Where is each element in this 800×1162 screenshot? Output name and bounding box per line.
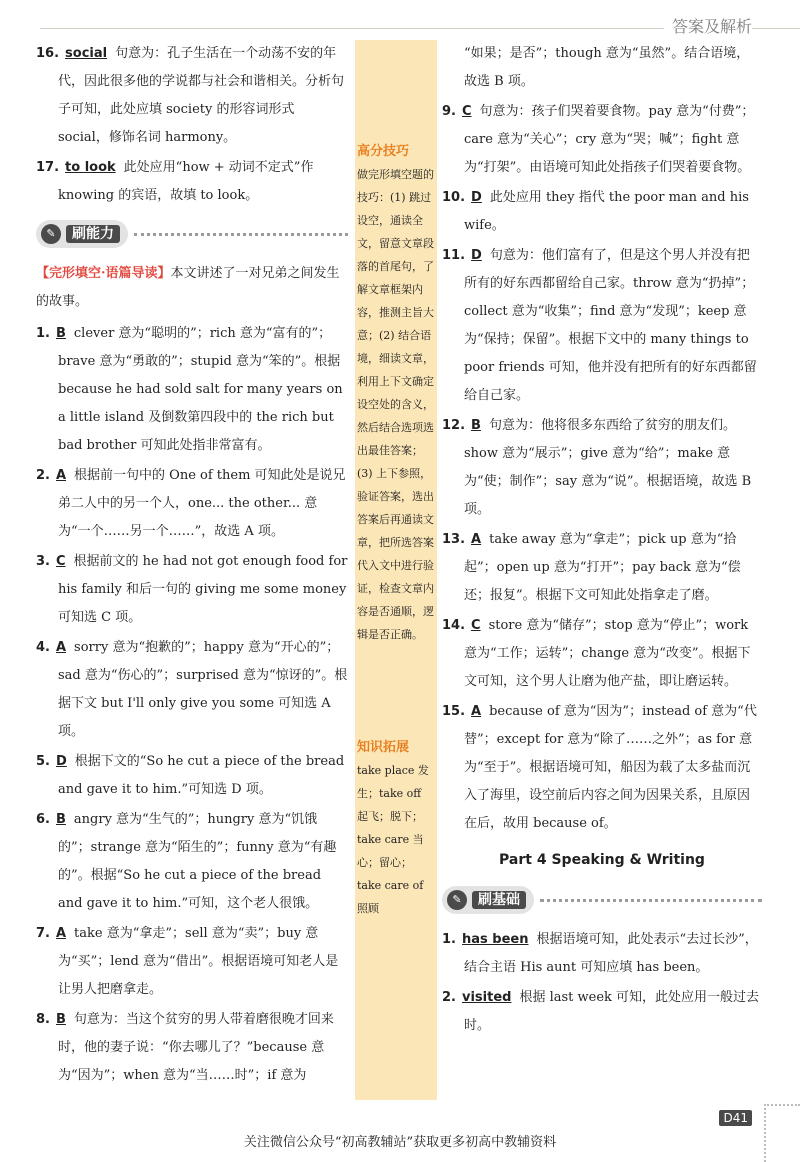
item-number: 4. bbox=[36, 640, 50, 655]
section-label: 刷能力 bbox=[66, 225, 120, 243]
item-answer: A bbox=[55, 640, 67, 655]
item-explanation: 此处应用“how + 动词不定式”作 knowing 的宾语，故填 to look。 bbox=[58, 160, 314, 203]
item-number: 15. bbox=[442, 704, 466, 719]
item-answer: A bbox=[471, 704, 482, 719]
answer-item bbox=[442, 242, 762, 410]
item-number: 17. bbox=[36, 160, 60, 175]
item-answer: B bbox=[471, 418, 481, 433]
continued-text bbox=[442, 40, 762, 96]
item-number: 1. bbox=[36, 326, 50, 341]
answer-item bbox=[442, 526, 762, 610]
intro-text: 本文讲述了一对兄弟之间发生的故事。 bbox=[36, 266, 340, 309]
item-number: 10. bbox=[442, 190, 466, 205]
answer-item bbox=[36, 154, 348, 210]
section-divider bbox=[540, 899, 762, 902]
item-explanation: clever 意为“聪明的”；rich 意为“富有的”；brave 意为“勇敢的”；stupid 意为“笨的”。根据 because he had sold salt for many years on a little island 及倒数第四段中的 the rich but bad brother 可知此处指非常富有。 bbox=[58, 326, 343, 453]
answer-item bbox=[442, 612, 762, 696]
answer-item bbox=[442, 984, 762, 1040]
answer-item bbox=[36, 548, 348, 632]
tip-text-skills: 做完形填空题的技巧：(1) 跳过设空，通读全文，留意文章段落的首尾句，了解文章框架内容，推测主旨大意；(2) 结合语境，细读文章，利用上下文确定设空处的含义，然后结合选项选出最佳答案；(3) 上下参照，验证答案，选出答案后再通读文章，把所选答案代入文中进行验证，检查文章内容是否通顺，逻辑是否正确。 bbox=[357, 168, 434, 641]
answer-item bbox=[36, 320, 348, 460]
item-number: 13. bbox=[442, 532, 466, 547]
item-explanation: because of 意为“因为”；instead of 意为“代替”；except for 意为“除了……之外”；as for 意为“至于”。根据语境可知，船因为载了太多盐而沉入了海里，设空前后内容之间为因果关系，且原因在后，故用 because of。 bbox=[464, 704, 757, 831]
answer-item bbox=[36, 806, 348, 918]
right-column bbox=[442, 40, 762, 1042]
header-title: 答案及解析 bbox=[664, 14, 752, 37]
item-explanation: 句意为：孔子生活在一个动荡不安的年代，因此很多他的学说都与社会和谐相关。分析句子可知，此处应填 society 的形容词形式 social，修饰名词 harmony。 bbox=[58, 46, 345, 145]
answer-item bbox=[442, 926, 762, 982]
passage-intro bbox=[36, 260, 348, 316]
item-number: 7. bbox=[36, 926, 50, 941]
section-divider bbox=[134, 233, 348, 236]
item-number: 5. bbox=[36, 754, 50, 769]
item-explanation: angry 意为“生气的”；hungry 意为“饥饿的”；strange 意为“陌生的”；funny 意为“有趣的”。根据“So he cut a piece of the bread and gave it to him.”可知，这个老人很饿。 bbox=[58, 812, 337, 911]
item-number: 2. bbox=[36, 468, 50, 483]
answer-item bbox=[36, 748, 348, 804]
answer-item bbox=[442, 184, 762, 240]
item-explanation: store 意为“储存”；stop 意为“停止”；work 意为“工作；运转”；change 意为“改变”。根据下文可知，这个男人让磨为他产盐，即让磨运转。 bbox=[464, 618, 751, 689]
item-answer: social bbox=[65, 46, 108, 61]
item-answer: D bbox=[471, 248, 482, 263]
answer-item bbox=[36, 634, 348, 746]
part-heading: Part 4 Speaking & Writing bbox=[499, 852, 705, 868]
header-bar bbox=[0, 17, 800, 36]
continued-explanation: “如果；是否”；though 意为“虽然”。结合语境，故选 B 项。 bbox=[464, 46, 750, 89]
answer-item bbox=[442, 698, 762, 838]
item-number: 6. bbox=[36, 812, 50, 827]
item-explanation: 句意为：孩子们哭着要食物。pay 意为“付费”；care 意为“关心”；cry 意为“哭；喊”；fight 意为“打架”。由语境可知此处指孩子们哭着要食物。 bbox=[464, 104, 755, 175]
item-explanation: 根据语境可知，此处表示“去过长沙”，结合主语 His aunt 可知应填 has been。 bbox=[464, 932, 758, 975]
item-number: 3. bbox=[36, 554, 50, 569]
answer-item bbox=[36, 40, 348, 152]
item-explanation: 根据前文的 he had not got enough food for his family 和后一句的 giving me some money 可知选 C 项。 bbox=[58, 554, 348, 625]
item-answer: C bbox=[471, 618, 481, 633]
page-number: D41 bbox=[719, 1110, 752, 1126]
item-answer: A bbox=[471, 532, 482, 547]
item-explanation: 此处应用 they 指代 the poor man and his wife。 bbox=[464, 190, 749, 233]
item-number: 9. bbox=[442, 104, 456, 119]
item-answer: A bbox=[55, 468, 67, 483]
footer-note: 关注微信公众号“初高教辅站”获取更多初高中教辅资料 bbox=[243, 1135, 557, 1150]
item-answer: B bbox=[55, 1012, 66, 1027]
item-explanation: 句意为：他将很多东西给了贫穷的朋友们。show 意为“展示”；give 意为“给”；make 意为“使；制作”；say 意为“说”。根据语境，故选 B 项。 bbox=[464, 418, 752, 517]
item-number: 2. bbox=[442, 990, 456, 1005]
intro-tag: 【完形填空·语篇导读】 bbox=[36, 266, 171, 281]
section-header-basics bbox=[442, 884, 762, 918]
section-badge bbox=[442, 886, 534, 914]
tip-text-knowledge: take place 发生；take off 起飞；脱下；take care 当心；留心；take care of 照顾 bbox=[357, 764, 429, 915]
item-explanation: take 意为“拿走”；sell 意为“卖”；buy 意为“买”；lend 意为“借出”。根据语境可知老人是让男人把磨拿走。 bbox=[58, 926, 339, 997]
tip-title-skills: 高分技巧 bbox=[357, 144, 410, 159]
answer-item bbox=[442, 98, 762, 182]
section-label: 刷基础 bbox=[472, 891, 526, 909]
section-badge bbox=[36, 220, 128, 248]
item-answer: C bbox=[55, 554, 66, 569]
answer-item bbox=[442, 412, 762, 524]
item-explanation: 根据 last week 可知，此处应用一般过去时。 bbox=[464, 990, 760, 1033]
tip-title-knowledge: 知识拓展 bbox=[357, 740, 410, 755]
brush-icon: ✎ bbox=[41, 224, 61, 244]
item-explanation: 句意为：他们富有了，但是这个男人并没有把所有的好东西都留给自己家。throw 意为“扔掉”；collect 意为“收集”；find 意为“发现”；keep 意为“保持；保留”。根据下文中的 many things to poor friends 可知，他并没有把所有的好东西都留给自己家。 bbox=[464, 248, 757, 403]
item-answer: visited bbox=[461, 990, 512, 1005]
answer-item bbox=[36, 462, 348, 546]
item-explanation: 句意为：当这个贫穷的男人带着磨很晚才回来时，他的妻子说：“你去哪儿了？”because 意为“因为”；when 意为“当……时”；if 意为 bbox=[58, 1012, 334, 1083]
answer-item bbox=[36, 1006, 348, 1090]
item-explanation: sorry 意为“抱歉的”；happy 意为“开心的”；sad 意为“伤心的”；surprised 意为“惊讶的”。根据下文 but I'll only give you some 可知选 A 项。 bbox=[58, 640, 348, 739]
item-explanation: 根据前一句中的 One of them 可知此处是说兄弟二人中的另一个人，one... the other... 意为“一个……另一个……”，故选 A 项。 bbox=[58, 468, 346, 539]
item-number: 14. bbox=[442, 618, 466, 633]
item-number: 8. bbox=[36, 1012, 50, 1027]
item-explanation: take away 意为“拿走”；pick up 意为“拾起”；open up 意为“打开”；pay back 意为“偿还；报复”。根据下文可知此处指拿走了磨。 bbox=[464, 532, 741, 603]
tips-sidebar bbox=[355, 40, 437, 1100]
answer-item bbox=[36, 920, 348, 1004]
item-answer: to look bbox=[65, 160, 116, 175]
item-answer: B bbox=[55, 326, 66, 341]
item-explanation: 根据下文的“So he cut a piece of the bread and gave it to him.”可知选 D 项。 bbox=[58, 754, 345, 797]
item-answer: A bbox=[55, 926, 67, 941]
section-header-ability bbox=[36, 218, 348, 252]
brush-icon: ✎ bbox=[447, 890, 467, 910]
item-answer: D bbox=[55, 754, 67, 769]
item-answer: has been bbox=[461, 932, 529, 947]
item-number: 11. bbox=[442, 248, 466, 263]
item-number: 16. bbox=[36, 46, 60, 61]
item-answer: B bbox=[55, 812, 66, 827]
item-answer: D bbox=[471, 190, 482, 205]
left-column bbox=[36, 40, 348, 1092]
item-number: 1. bbox=[442, 932, 456, 947]
item-answer: C bbox=[461, 104, 472, 119]
item-number: 12. bbox=[442, 418, 466, 433]
